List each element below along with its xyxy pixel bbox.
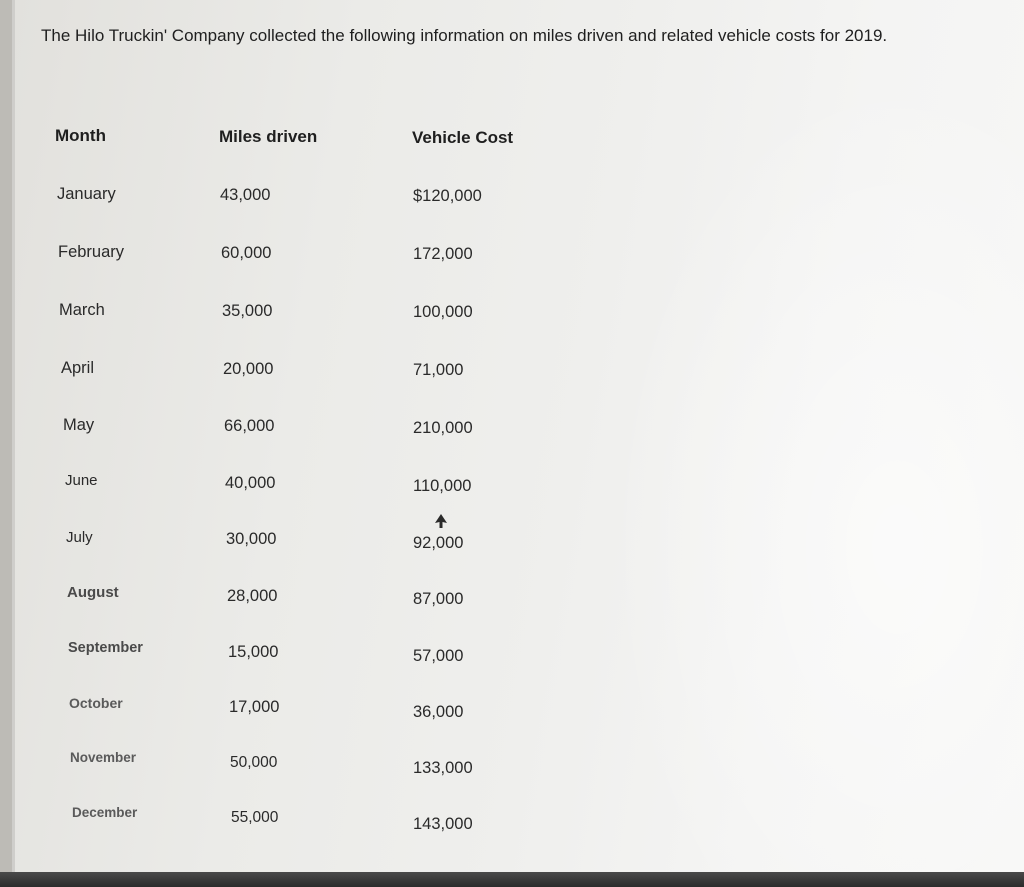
cell-cost: 133,000 [413, 759, 473, 777]
mouse-pointer-icon [434, 514, 448, 530]
cell-miles: 15,000 [228, 643, 279, 661]
cell-cost: 87,000 [413, 590, 464, 608]
header-vehicle-cost: Vehicle Cost [412, 128, 514, 147]
cell-miles: 40,000 [225, 474, 276, 492]
cell-miles: 30,000 [226, 530, 277, 548]
intro-text: The Hilo Truckin' Company collected the following information on miles driven and related vehicle costs for 2019. [41, 26, 888, 45]
cell-cost: $120,000 [413, 187, 482, 205]
cell-month: June [65, 472, 98, 489]
cell-miles: 50,000 [230, 754, 278, 771]
cell-cost: 172,000 [413, 245, 473, 263]
cell-miles: 60,000 [221, 244, 272, 262]
header-miles-driven: Miles driven [219, 127, 318, 146]
cell-cost: 143,000 [413, 815, 473, 833]
header-month: Month [55, 126, 106, 145]
cell-month: September [68, 640, 143, 656]
cell-month: November [70, 750, 137, 765]
cell-month: July [66, 529, 93, 546]
cell-miles: 35,000 [222, 302, 273, 320]
cell-cost: 110,000 [413, 477, 472, 495]
cell-cost: 210,000 [413, 419, 473, 437]
cell-miles: 66,000 [224, 417, 275, 435]
cell-month: October [69, 695, 123, 711]
cell-month: December [72, 805, 138, 820]
screen-glare [604, 60, 1024, 872]
cell-miles: 17,000 [229, 698, 280, 716]
cell-cost: 100,000 [413, 303, 473, 321]
cell-month: May [63, 416, 95, 434]
cell-cost: 92,000 [413, 534, 464, 552]
cell-cost: 36,000 [413, 703, 464, 721]
cell-month: February [58, 243, 125, 261]
cell-miles: 28,000 [227, 587, 278, 605]
cell-cost: 57,000 [413, 647, 464, 665]
cell-miles: 20,000 [223, 360, 274, 378]
cell-month: April [61, 359, 95, 377]
cell-cost: 71,000 [413, 361, 464, 379]
cell-month: August [67, 584, 119, 601]
cell-miles: 43,000 [220, 186, 271, 204]
screen [12, 0, 1024, 872]
cell-miles: 55,000 [231, 809, 279, 826]
monitor-bezel [0, 872, 1024, 887]
cell-month: March [59, 301, 105, 319]
cell-month: January [57, 185, 116, 203]
